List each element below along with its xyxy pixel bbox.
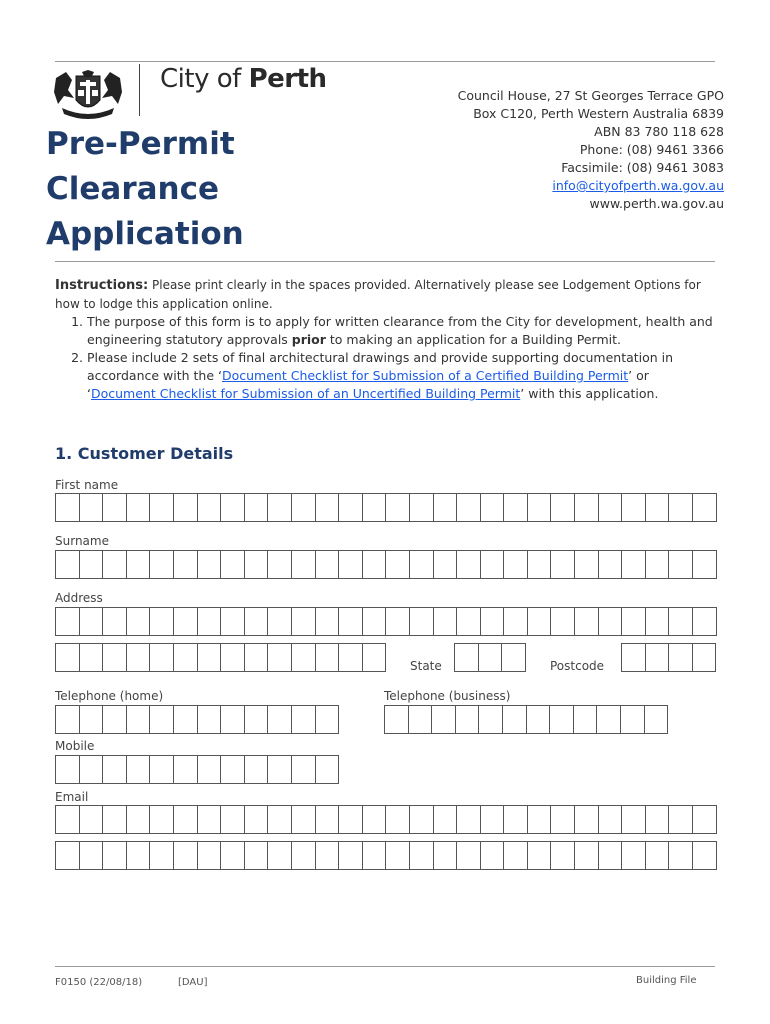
char-box[interactable] — [80, 643, 104, 672]
char-box[interactable] — [174, 805, 198, 834]
first-name-field[interactable] — [55, 493, 717, 522]
form-code: F0150 (22/08/18) — [55, 977, 143, 988]
char-box[interactable] — [550, 705, 574, 734]
char-box[interactable] — [693, 607, 717, 636]
char-box[interactable] — [80, 705, 104, 734]
building-file-label: Building File — [636, 975, 697, 986]
char-box[interactable] — [693, 841, 717, 870]
address-label: Address — [55, 591, 103, 605]
char-box[interactable] — [363, 550, 387, 579]
char-box[interactable] — [292, 805, 316, 834]
instruction-1-bold: prior — [291, 332, 326, 347]
char-box[interactable] — [410, 493, 434, 522]
title-line-2: Clearance — [46, 171, 219, 207]
char-box[interactable] — [245, 805, 269, 834]
char-box[interactable] — [503, 705, 527, 734]
char-box[interactable] — [575, 841, 599, 870]
char-box[interactable] — [363, 607, 387, 636]
char-box[interactable] — [339, 643, 363, 672]
char-box[interactable] — [103, 841, 127, 870]
char-box[interactable] — [363, 841, 387, 870]
char-box[interactable] — [669, 493, 693, 522]
char-box[interactable] — [127, 755, 151, 784]
char-box[interactable] — [339, 550, 363, 579]
char-box[interactable] — [56, 805, 80, 834]
char-box[interactable] — [174, 755, 198, 784]
char-box[interactable] — [669, 643, 693, 672]
char-box[interactable] — [268, 550, 292, 579]
city-crest-icon — [52, 70, 124, 122]
telephone-business-field[interactable] — [384, 705, 668, 734]
char-box[interactable] — [363, 643, 387, 672]
mobile-field[interactable] — [55, 755, 339, 784]
instruction-2-mid: ’ or ‘ — [87, 368, 649, 401]
char-box[interactable] — [551, 805, 575, 834]
char-box[interactable] — [599, 841, 623, 870]
char-box[interactable] — [622, 550, 646, 579]
char-box[interactable] — [80, 493, 104, 522]
char-box[interactable] — [527, 705, 551, 734]
char-box[interactable] — [80, 805, 104, 834]
logo-text-light: City of — [160, 64, 249, 94]
char-box[interactable] — [316, 755, 340, 784]
char-box[interactable] — [597, 705, 621, 734]
char-box[interactable] — [316, 841, 340, 870]
char-box[interactable] — [339, 841, 363, 870]
char-box[interactable] — [409, 705, 433, 734]
char-box[interactable] — [669, 550, 693, 579]
char-box[interactable] — [150, 493, 174, 522]
char-box[interactable] — [504, 841, 528, 870]
uncertified-checklist-link[interactable]: Document Checklist for Submission of an Uncertified Building Permit — [90, 386, 521, 401]
dau-tag: [DAU] — [178, 977, 208, 988]
char-box[interactable] — [434, 607, 458, 636]
title-line-3: Application — [46, 216, 244, 252]
char-box[interactable] — [174, 841, 198, 870]
char-box[interactable] — [198, 755, 222, 784]
char-box[interactable] — [528, 550, 552, 579]
contact-address-1: Council House, 27 St Georges Terrace GPO — [457, 88, 724, 103]
char-box[interactable] — [103, 607, 127, 636]
instructions-intro: Please print clearly in the spaces provided. Alternatively please see Lodgement Options for how to lodge this application online. — [55, 278, 701, 311]
certified-checklist-link[interactable]: Document Checklist for Submission of a Certified Building Permit — [221, 368, 629, 383]
char-box[interactable] — [481, 607, 505, 636]
char-box[interactable] — [245, 643, 269, 672]
char-box[interactable] — [622, 607, 646, 636]
email-label: Email — [55, 790, 89, 804]
contact-web: www.perth.wa.gov.au — [589, 196, 724, 211]
char-box[interactable] — [198, 607, 222, 636]
char-box[interactable] — [103, 493, 127, 522]
char-box[interactable] — [457, 493, 481, 522]
char-box[interactable] — [457, 550, 481, 579]
char-box[interactable] — [316, 643, 340, 672]
char-box[interactable] — [693, 643, 717, 672]
char-box[interactable] — [103, 550, 127, 579]
char-box[interactable] — [455, 643, 479, 672]
char-box[interactable] — [551, 493, 575, 522]
contact-phone: Phone: (08) 9461 3366 — [579, 142, 724, 157]
char-box[interactable] — [127, 643, 151, 672]
char-box[interactable] — [292, 705, 316, 734]
char-box[interactable] — [268, 805, 292, 834]
char-box[interactable] — [410, 550, 434, 579]
char-box[interactable] — [528, 493, 552, 522]
char-box[interactable] — [481, 805, 505, 834]
char-box[interactable] — [575, 805, 599, 834]
char-box[interactable] — [127, 550, 151, 579]
char-box[interactable] — [198, 841, 222, 870]
char-box[interactable] — [646, 841, 670, 870]
postcode-field[interactable] — [621, 643, 716, 672]
email-line-1-field[interactable] — [55, 805, 717, 834]
char-box[interactable] — [599, 607, 623, 636]
char-box[interactable] — [268, 493, 292, 522]
char-box[interactable] — [479, 643, 503, 672]
contact-block — [458, 87, 724, 213]
char-box[interactable] — [622, 493, 646, 522]
char-box[interactable] — [268, 841, 292, 870]
char-box[interactable] — [646, 493, 670, 522]
char-box[interactable] — [385, 705, 409, 734]
address-line-2-field[interactable] — [55, 643, 386, 672]
char-box[interactable] — [316, 705, 340, 734]
char-box[interactable] — [599, 550, 623, 579]
mobile-label: Mobile — [55, 739, 95, 753]
char-box[interactable] — [646, 550, 670, 579]
char-box[interactable] — [434, 841, 458, 870]
char-box[interactable] — [410, 805, 434, 834]
char-box[interactable] — [339, 607, 363, 636]
contact-email-link[interactable]: info@cityofperth.wa.gov.au — [552, 178, 724, 193]
char-box[interactable] — [622, 805, 646, 834]
char-box[interactable] — [127, 607, 151, 636]
char-box[interactable] — [292, 607, 316, 636]
section-customer-details-heading: 1. Customer Details — [55, 444, 234, 463]
char-box[interactable] — [127, 705, 151, 734]
char-box[interactable] — [56, 755, 80, 784]
char-box[interactable] — [103, 805, 127, 834]
char-box[interactable] — [363, 805, 387, 834]
char-box[interactable] — [316, 805, 340, 834]
logo-divider — [139, 64, 140, 116]
char-box[interactable] — [198, 550, 222, 579]
email-line-2-field[interactable] — [55, 841, 717, 870]
logo-text-bold: Perth — [248, 64, 327, 94]
char-box[interactable] — [245, 755, 269, 784]
char-box[interactable] — [56, 841, 80, 870]
char-box[interactable] — [386, 841, 410, 870]
char-box[interactable] — [434, 550, 458, 579]
char-box[interactable] — [80, 550, 104, 579]
surname-field[interactable] — [55, 550, 717, 579]
title-line-1: Pre-Permit — [46, 126, 235, 162]
char-box[interactable] — [150, 755, 174, 784]
char-box[interactable] — [292, 493, 316, 522]
instruction-2-text: Please include 2 sets of final architectural drawings and provide supporting documentation in accordance with the ‘ — [87, 350, 674, 383]
char-box[interactable] — [245, 493, 269, 522]
char-box[interactable] — [575, 607, 599, 636]
surname-label: Surname — [55, 534, 109, 548]
char-box[interactable] — [693, 805, 717, 834]
char-box[interactable] — [174, 550, 198, 579]
char-box[interactable] — [80, 607, 104, 636]
char-box[interactable] — [150, 643, 174, 672]
char-box[interactable] — [174, 493, 198, 522]
char-box[interactable] — [504, 550, 528, 579]
char-box[interactable] — [150, 841, 174, 870]
char-box[interactable] — [198, 705, 222, 734]
char-box[interactable] — [457, 841, 481, 870]
char-box[interactable] — [245, 607, 269, 636]
char-box[interactable] — [457, 607, 481, 636]
char-box[interactable] — [457, 805, 481, 834]
char-box[interactable] — [316, 493, 340, 522]
char-box[interactable] — [386, 607, 410, 636]
char-box[interactable] — [551, 841, 575, 870]
char-box[interactable] — [56, 493, 80, 522]
char-box[interactable] — [479, 705, 503, 734]
instructions — [55, 276, 720, 403]
char-box[interactable] — [646, 805, 670, 834]
state-label: State — [410, 659, 442, 673]
instruction-1-tail: to making an application for a Building Permit. — [325, 332, 621, 347]
telephone-home-field[interactable] — [55, 705, 339, 734]
char-box[interactable] — [622, 643, 646, 672]
char-box[interactable] — [551, 607, 575, 636]
char-box[interactable] — [245, 841, 269, 870]
char-box[interactable] — [56, 550, 80, 579]
page-title — [46, 122, 244, 257]
char-box[interactable] — [127, 493, 151, 522]
char-box[interactable] — [150, 805, 174, 834]
char-box[interactable] — [221, 550, 245, 579]
char-box[interactable] — [528, 841, 552, 870]
char-box[interactable] — [599, 805, 623, 834]
char-box[interactable] — [574, 705, 598, 734]
char-box[interactable] — [504, 607, 528, 636]
char-box[interactable] — [481, 493, 505, 522]
char-box[interactable] — [221, 607, 245, 636]
char-box[interactable] — [386, 493, 410, 522]
char-box[interactable] — [646, 643, 670, 672]
char-box[interactable] — [127, 841, 151, 870]
char-box[interactable] — [150, 550, 174, 579]
char-box[interactable] — [174, 643, 198, 672]
char-box[interactable] — [56, 607, 80, 636]
char-box[interactable] — [245, 550, 269, 579]
char-box[interactable] — [292, 755, 316, 784]
char-box[interactable] — [528, 805, 552, 834]
top-rule — [55, 61, 715, 62]
header-rule — [55, 261, 715, 262]
char-box[interactable] — [575, 493, 599, 522]
char-box[interactable] — [410, 841, 434, 870]
address-line-1-field[interactable] — [55, 607, 717, 636]
char-box[interactable] — [622, 841, 646, 870]
char-box[interactable] — [386, 550, 410, 579]
char-box[interactable] — [316, 607, 340, 636]
instruction-item-1 — [87, 313, 720, 349]
char-box[interactable] — [221, 755, 245, 784]
char-box[interactable] — [292, 841, 316, 870]
telephone-business-label: Telephone (business) — [384, 689, 511, 703]
footer-rule — [55, 966, 715, 967]
char-box[interactable] — [174, 705, 198, 734]
char-box[interactable] — [599, 493, 623, 522]
char-box[interactable] — [316, 550, 340, 579]
state-field[interactable] — [454, 643, 526, 672]
char-box[interactable] — [56, 643, 80, 672]
char-box[interactable] — [103, 705, 127, 734]
instruction-1-text: The purpose of this form is to apply for written clearance from the City for development, health and engineering statutory approvals — [87, 314, 713, 347]
char-box[interactable] — [198, 643, 222, 672]
contact-fax: Facsimile: (08) 9461 3083 — [561, 160, 724, 175]
char-box[interactable] — [669, 607, 693, 636]
char-box[interactable] — [103, 755, 127, 784]
telephone-home-label: Telephone (home) — [55, 689, 164, 703]
char-box[interactable] — [198, 493, 222, 522]
char-box[interactable] — [339, 493, 363, 522]
char-box[interactable] — [56, 705, 80, 734]
char-box[interactable] — [363, 493, 387, 522]
char-box[interactable] — [502, 643, 526, 672]
char-box[interactable] — [268, 705, 292, 734]
char-box[interactable] — [268, 755, 292, 784]
char-box[interactable] — [575, 550, 599, 579]
char-box[interactable] — [551, 550, 575, 579]
contact-abn: ABN 83 780 118 628 — [594, 124, 724, 139]
char-box[interactable] — [198, 805, 222, 834]
char-box[interactable] — [221, 493, 245, 522]
char-box[interactable] — [456, 705, 480, 734]
char-box[interactable] — [221, 643, 245, 672]
char-box[interactable] — [646, 607, 670, 636]
contact-address-2: Box C120, Perth Western Australia 6839 — [473, 106, 724, 121]
char-box[interactable] — [292, 643, 316, 672]
char-box[interactable] — [268, 607, 292, 636]
char-box[interactable] — [103, 643, 127, 672]
char-box[interactable] — [432, 705, 456, 734]
instruction-item-2 — [87, 349, 720, 403]
char-box[interactable] — [528, 607, 552, 636]
char-box[interactable] — [150, 705, 174, 734]
char-box[interactable] — [645, 705, 669, 734]
char-box[interactable] — [669, 805, 693, 834]
char-box[interactable] — [221, 841, 245, 870]
char-box[interactable] — [268, 643, 292, 672]
char-box[interactable] — [693, 493, 717, 522]
char-box[interactable] — [481, 550, 505, 579]
first-name-label: First name — [55, 478, 119, 492]
char-box[interactable] — [245, 705, 269, 734]
char-box[interactable] — [693, 550, 717, 579]
char-box[interactable] — [504, 493, 528, 522]
char-box[interactable] — [386, 805, 410, 834]
instruction-2-tail: ’ with this application. — [520, 386, 659, 401]
char-box[interactable] — [434, 805, 458, 834]
char-box[interactable] — [621, 705, 645, 734]
char-box[interactable] — [80, 841, 104, 870]
char-box[interactable] — [434, 493, 458, 522]
char-box[interactable] — [80, 755, 104, 784]
char-box[interactable] — [669, 841, 693, 870]
char-box[interactable] — [481, 841, 505, 870]
char-box[interactable] — [339, 805, 363, 834]
char-box[interactable] — [150, 607, 174, 636]
char-box[interactable] — [292, 550, 316, 579]
city-of-perth-logo — [160, 64, 327, 94]
char-box[interactable] — [221, 705, 245, 734]
instructions-list — [55, 313, 720, 403]
postcode-label: Postcode — [550, 659, 605, 673]
char-box[interactable] — [127, 805, 151, 834]
char-box[interactable] — [504, 805, 528, 834]
char-box[interactable] — [410, 607, 434, 636]
char-box[interactable] — [221, 805, 245, 834]
instructions-lead: Instructions: — [55, 278, 149, 293]
char-box[interactable] — [174, 607, 198, 636]
